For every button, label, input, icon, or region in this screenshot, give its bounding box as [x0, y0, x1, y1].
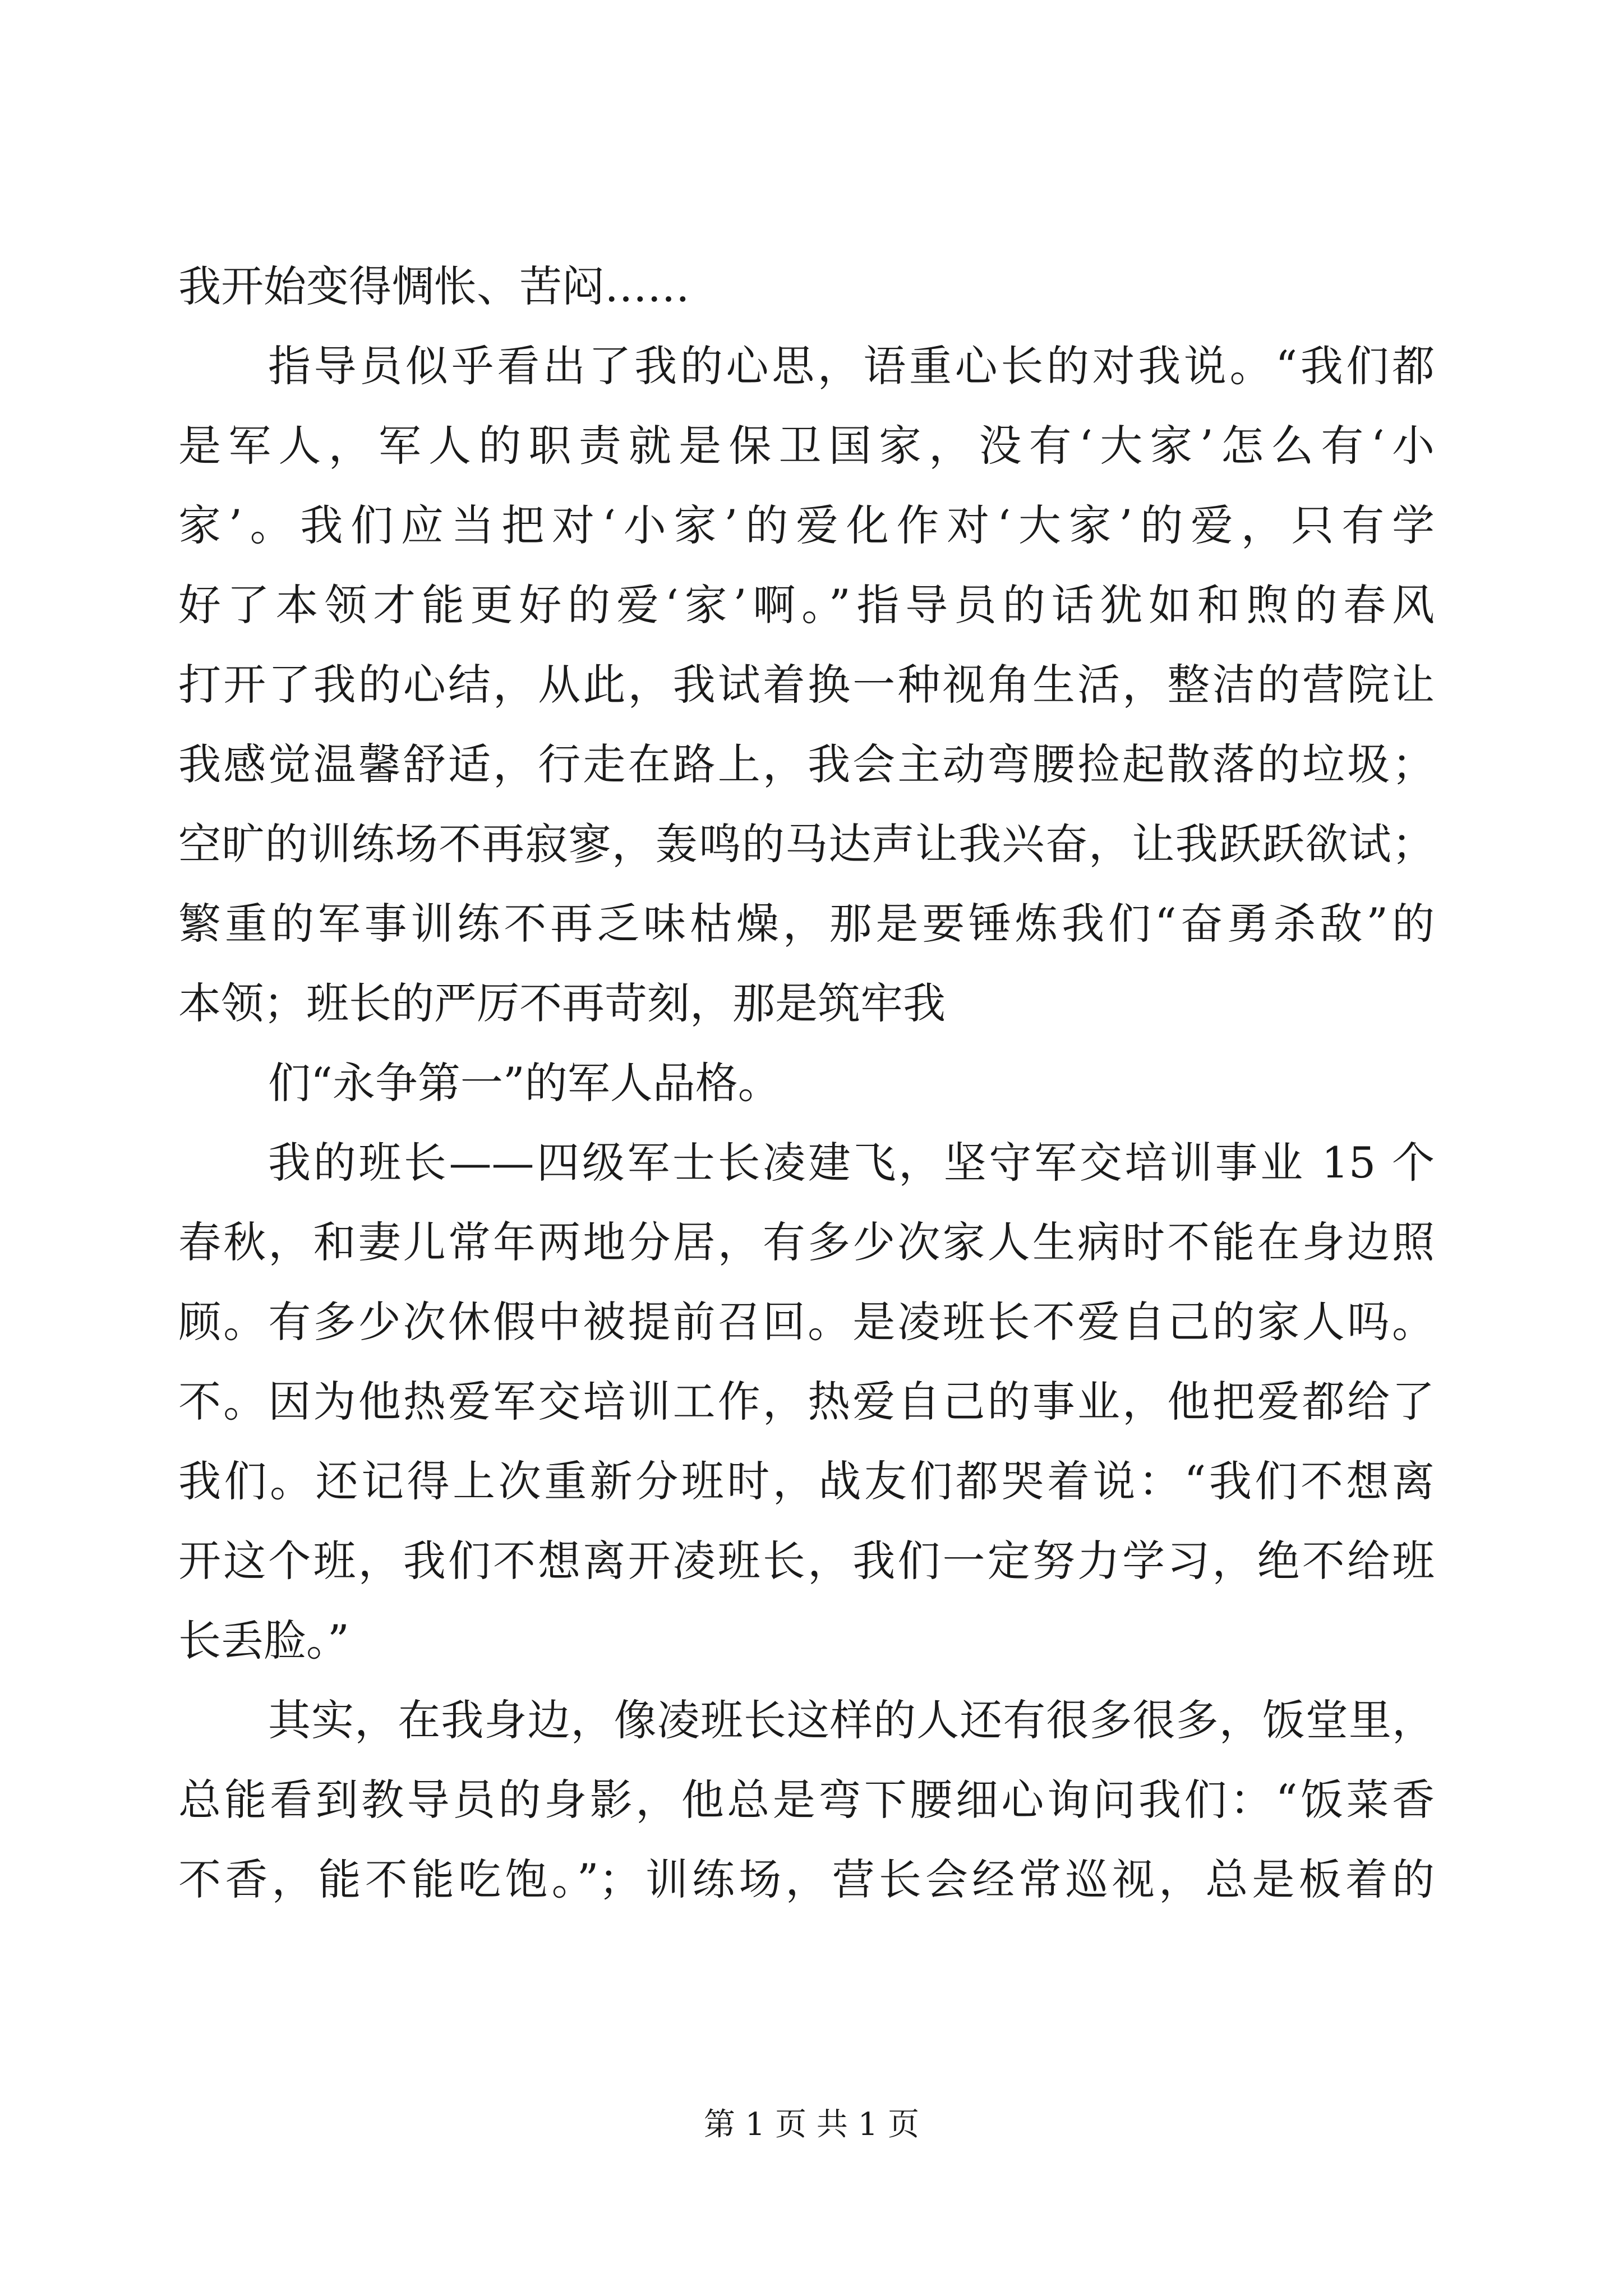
text-line: 我的班长——四级军士长凌建飞，坚守军交培训事业 15 个	[268, 1138, 1435, 1188]
page-number-footer: 第 1 页 共 1 页	[703, 2106, 920, 2143]
text-line: 总能看到教导员的身影，他总是弯下腰细心询问我们：“饭菜香	[178, 1775, 1435, 1825]
text-line: 我们。还记得上次重新分班时，战友们都哭着说：“我们不想离	[178, 1456, 1435, 1506]
text-line: 春秋，和妻儿常年两地分居，有多少次家人生病时不能在身边照	[178, 1217, 1435, 1267]
text-line: 是军人，军人的职责就是保卫国家，没有‘大家’怎么有‘小	[178, 421, 1435, 471]
text-line: 家’。我们应当把对‘小家’的爱化作对‘大家’的爱，只有学	[178, 500, 1435, 550]
text-line: 繁重的军事训练不再乏味枯燥，那是要锤炼我们“奋勇杀敌”的	[178, 899, 1435, 949]
text-line: 不。因为他热爱军交培训工作，热爱自己的事业，他把爱都给了	[178, 1377, 1435, 1427]
text-line: 我开始变得惆怅、苦闷……	[178, 261, 690, 311]
text-line: 开这个班，我们不想离开凌班长，我们一定努力学习，绝不给班	[178, 1536, 1435, 1586]
text-line: 们“永争第一”的军人品格。	[268, 1058, 781, 1108]
text-line: 不香，能不能吃饱。”；训练场，营长会经常巡视，总是板着的	[178, 1855, 1435, 1904]
text-line: 本领；班长的严厉不再苛刻，那是筑牢我	[178, 978, 946, 1028]
text-line: 打开了我的心结，从此，我试着换一种视角生活，整洁的营院让	[178, 660, 1435, 710]
article-body	[178, 247, 1435, 1920]
text-line: 指导员似乎看出了我的心思，语重心长的对我说。“我们都	[268, 341, 1435, 391]
text-line: 长丢脸。”	[178, 1616, 349, 1665]
text-line: 顾。有多少次休假中被提前召回。是凌班长不爱自己的家人吗。	[178, 1297, 1435, 1347]
text-line: 我感觉温馨舒适，行走在路上，我会主动弯腰捡起散落的垃圾；	[178, 739, 1435, 789]
text-line: 空旷的训练场不再寂寥，轰鸣的马达声让我兴奋，让我跃跃欲试；	[178, 819, 1435, 869]
text-line: 其实，在我身边，像凌班长这样的人还有很多很多，饭堂里，	[268, 1695, 1435, 1745]
text-line: 好了本领才能更好的爱‘家’啊。”指导员的话犹如和煦的春风	[178, 580, 1435, 630]
